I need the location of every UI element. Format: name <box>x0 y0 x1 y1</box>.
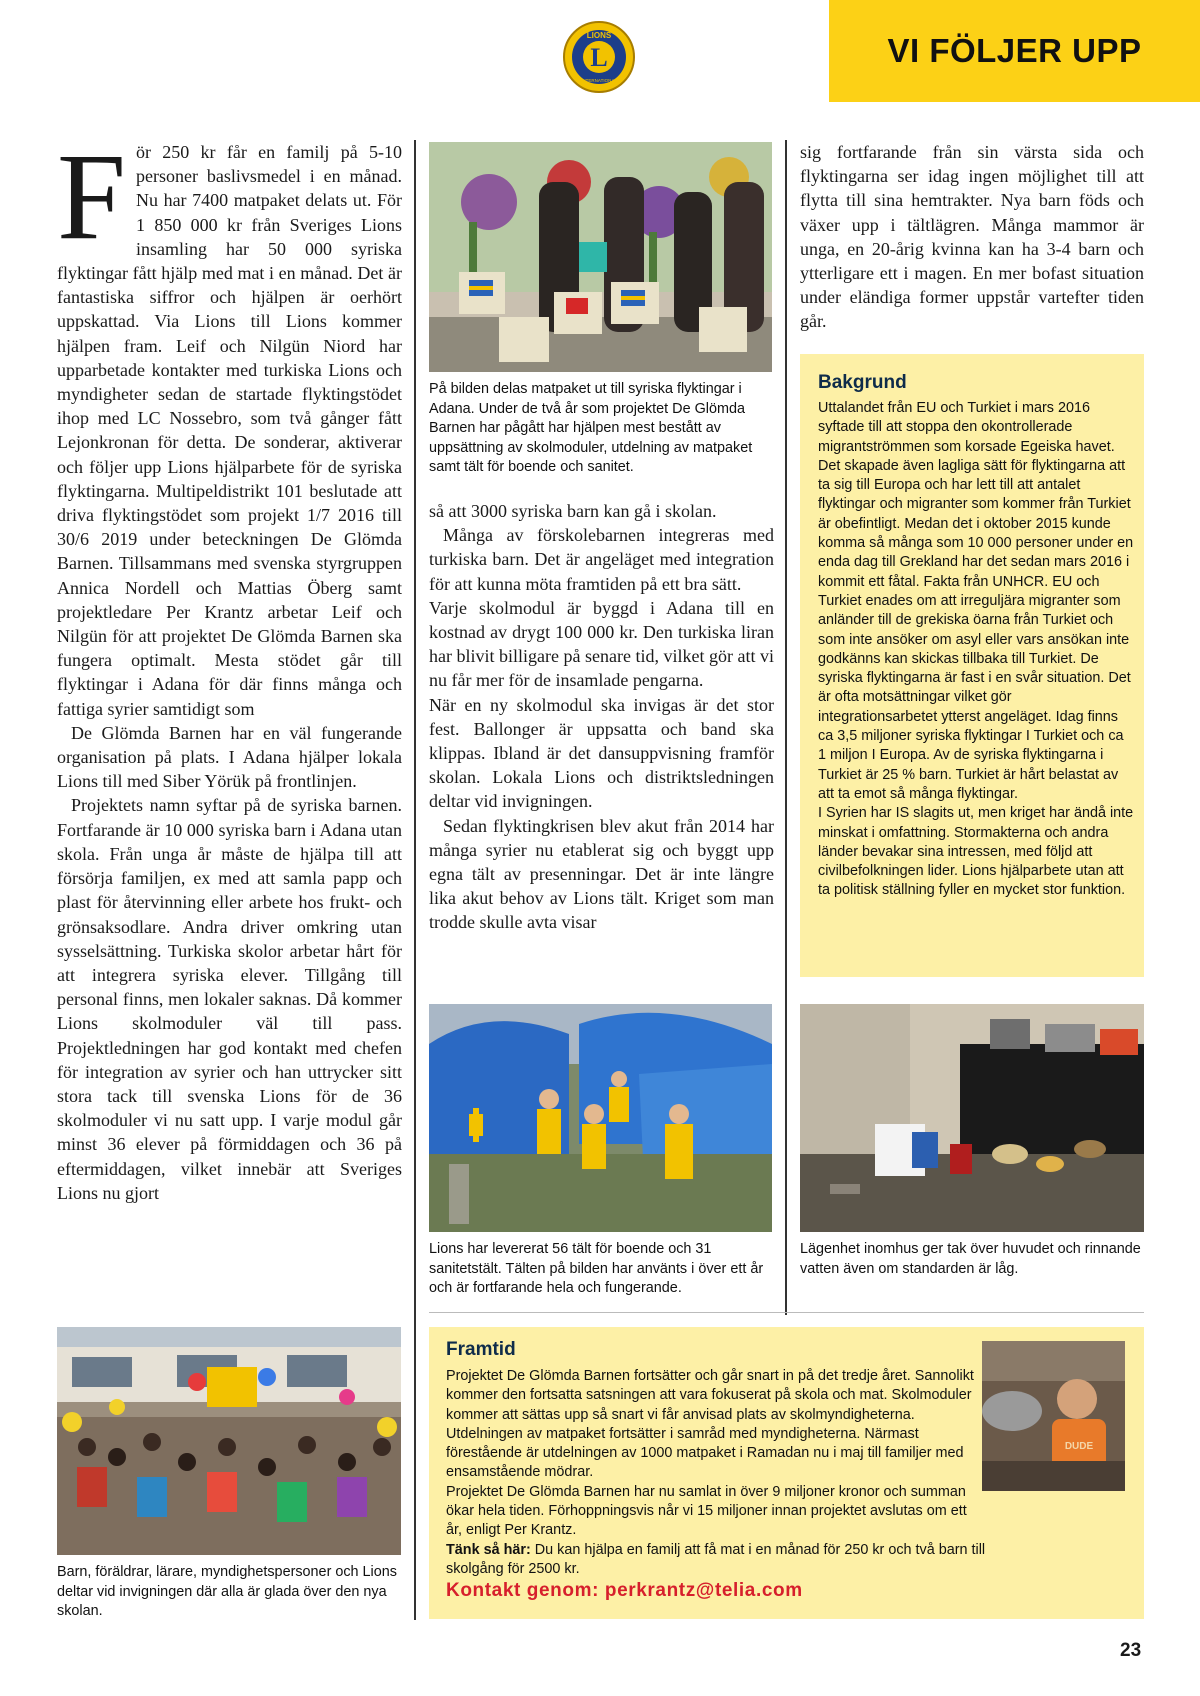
drop-cap: F <box>57 128 126 265</box>
column-1 <box>57 128 402 1205</box>
section-title: VI FÖLJER UPP <box>887 32 1142 69</box>
photo-caption: Barn, föräldrar, lärare, myndighetspersoner och Lions deltar vid invigningen där alla är glada över den nya skolan. <box>57 1564 397 1619</box>
future-heading: Framtid <box>446 1339 516 1360</box>
article-paragraph: Varje skolmodul är byggd i Adana till en kostnad av drygt 100 000 kr. Den turkiska liran har blivit billigare på senare tid, vilket gör att vi nu får mer för de insamlade pengarna. <box>429 597 774 691</box>
photo-tents <box>429 1004 772 1232</box>
photo-caption: Lägenhet inomhus ger tak över huvudet och rinnande vatten även om standarden är låg. <box>800 1241 1141 1277</box>
future-box <box>429 1327 1144 1619</box>
column-3 <box>800 140 1144 334</box>
article-paragraph: så att 3000 syriska barn kan gå i skolan. <box>429 501 717 521</box>
article-paragraph: Projektets namn syftar på de syriska barnen. Fortfarande är 10 000 syriska barn i Adana utan skola. Från unga år måste de hjälpa till att försörja familjen, ex med att samla papp och plast för återvinning eller arbete hos frukt- och grönsaksodlare. Andra driver omkring utan sysselsättning. Turkiska skolor arbetar hårt för att integrera syriska elever. Tillgång till personal finns, men lokaler saknas. Då kommer Lions skolmoduler väl till pass. Projektledningen har god kontakt med chefen för integration av syrier och han uttrycker sitt stora tack till svenska Lions för de 36 skolmoduler vi nu satt upp. I varje modul går minst 36 elever på förmiddagen och 36 på eftermiddagen, vilket innebär att Sveriges Lions nu gjort <box>57 795 402 1203</box>
svg-text:INTERNATIONAL: INTERNATIONAL <box>581 78 617 83</box>
photo-school-inauguration <box>57 1327 401 1555</box>
photo-apartment <box>800 1004 1144 1232</box>
section-divider <box>429 1312 1144 1313</box>
svg-text:LIONS: LIONS <box>586 31 612 40</box>
tip-label: Tänk så här: <box>446 1541 531 1558</box>
article-paragraph: Sedan flyktingkrisen blev akut från 2014 har många syrier nu etablerat sig och byggt upp egna tält av presenningar. Det är inte längre lika akut behov av Lions tält. Kriget som man trodde skulle avta visar <box>429 815 774 933</box>
article-paragraph: De Glömda Barnen har en väl fungerande organisation på plats. I Adana hjälper lokala Lions till med Siber Yörük på frontlinjen. <box>57 722 402 792</box>
article-intro: ör 250 kr får en familj på 5-10 personer baslivsmedel i en månad. Nu har 7400 matpaket delats ut. För 1 850 000 kr från Sveriges Lions insamling har 50 000 syriska flyktingar fått hjälp med mat i en månad. Det är fantastiska siffror och hjälpen är oerhört uppskattad. Via Lions till Lions kommer hjälpen fram. Leif och Nilgün Niord har upparbetade kontakter med turkiska Lions och myndigheter sedan de startade flyktingstödet ihop med LC Nossebro, som två gånger fått Lejonkronan för detta. De sonderar, aktiverar och följer upp Lions hjälparbete för de syriska flyktingarna. Multipeldistrikt 101 beslutade att driva flyktingstödet som projekt 1/7 2016 till 30/6 2019 under beteckningen De Glömda Barnen. Tillsammans med svenska styrgruppen Annica Nordell och Mattias Öberg samt projektledare Per Krantz arbetar Leif och Nilgün för att projektet De Glömda Barnen ska fungera optimalt. Mesta stödet går till flyktingar i Adana för där finns många och fattiga syrier samtidigt som <box>57 142 402 719</box>
article-paragraph: När en ny skolmodul ska invigas är det stor fest. Ballonger är uppsatta och band ska klippas. Ibland är det dansuppvisning framför skolan. Lokala Lions och distriktsledningen deltar vid invigningen. <box>429 694 774 812</box>
tip-text: Du kan hjälpa en familj att få mat i en månad för 250 kr och två barn till skolgång för 2500 kr. <box>446 1541 986 1577</box>
future-text <box>446 1367 986 1579</box>
background-heading: Bakgrund <box>818 372 907 393</box>
photo-child <box>982 1341 1125 1491</box>
background-box <box>800 354 1144 977</box>
background-text <box>818 399 1134 901</box>
photo-food-distribution <box>429 142 772 372</box>
background-paragraph: I Syrien har IS slagits ut, men kriget har ändå inte minskat i omfattning. Stormakterna och andra länder bevakar sina intressen, med följd att civilbefolkningen lider. Lions hjälparbete utan att ta politisk ställning fyller en mycket stor funktion. <box>818 805 1134 899</box>
photo-caption: På bilden delas matpaket ut till syriska flyktingar i Adana. Under de två år som projektet De Glömda Barnen har pågått har hjälpen mest bestått av uppsättning av skolmoduler, utdelning av matpaket samt tält för boende och sanitet. <box>429 381 753 475</box>
column-divider <box>414 140 416 1620</box>
lions-logo-icon <box>562 20 636 94</box>
background-paragraph: Uttalandet från EU och Turkiet i mars 2016 syftade till att stoppa den okontrollerade migrantströmmen som korsade Egeiska havet. Det skapade även lagliga sätt för flyktingarna att ta sig till Europa och har lett till att antalet flyktingar och migranter som kommer från Turkiet är obefintligt. Medan det i oktober 2015 kunde komma så många som 10 000 personer under en enda dag till Grekland har det sedan mars 2016 i kommit ett fåtal. Fakta från UNHCR. EU och Turkiet enades om att irreguljära migranter som anländer till de grekiska öarna från Turkiet och som inte ansöker om asyl eller vars ansökan inte godkänns kan skickas tillbaka till Turkiet. De syriska flyktingarna är fast i en svår situation. Det är ofta motsättningar vilket gör integrationsarbetet ytterst angeläget. Idag finns ca 3,5 miljoner syriska flyktingar I Turkiet och ca 1 miljon I Europa. Av de syriska flyktingarna i Turkiet är 25 % barn. Turkiet är hårt belastat av att ta emot så många flyktingar. <box>818 400 1134 802</box>
future-paragraph: Projektet De Glömda Barnen har nu samlat in över 9 miljoner kronor och summan ökar hela tiden. Förhoppningsvis når vi 15 miljoner innan projektet avslutas om ett år, enligt Per Krantz. <box>446 1483 967 1539</box>
column-divider <box>785 140 787 1315</box>
column-2 <box>429 499 774 935</box>
contact-line: Kontakt genom: perkrantz@telia.com <box>446 1580 803 1601</box>
article-paragraph: sig fortfarande från sin värsta sida och flyktingarna ser idag ingen möjlighet till att flytta till sina hemtrakter. Nya barn föds och växer upp i tältlägren. Många mammor är unga, en 20-årig kvinna kan ha 3-4 barn och ytterligare ett i magen. En mer bofast situation under eländiga former uppstår vartefter tiden går. <box>800 142 1144 332</box>
svg-text:DUDE: DUDE <box>1064 1441 1094 1452</box>
photo-caption: Lions har levererat 56 tält för boende och 31 sanitetstält. Tälten på bilden har använts i över ett år och är fortfarande hela och fungerande. <box>429 1241 764 1296</box>
page-number: 23 <box>1120 1640 1142 1661</box>
svg-text:L: L <box>590 43 608 72</box>
future-paragraph: Projektet De Glömda Barnen fortsätter och går snart in på det tredje året. Sannolikt kommer den fortsatta satsningen att vara fokuserat på skola och mat. Skolmoduler kommer att sättas upp så snart vi får anvisad plats av skolmyndigheterna. Utdelningen av matpaket fortsätter i samråd med myndigheterna. Närmast förestående är utdelningen av 1000 matpaket i Ramadan nu i maj till familjer med ensamstående mödrar. <box>446 1368 974 1481</box>
article-paragraph: Många av förskolebarnen integreras med turkiska barn. Det är angeläget med integration för att kunna möta framtiden på ett bra sätt. <box>429 525 774 594</box>
